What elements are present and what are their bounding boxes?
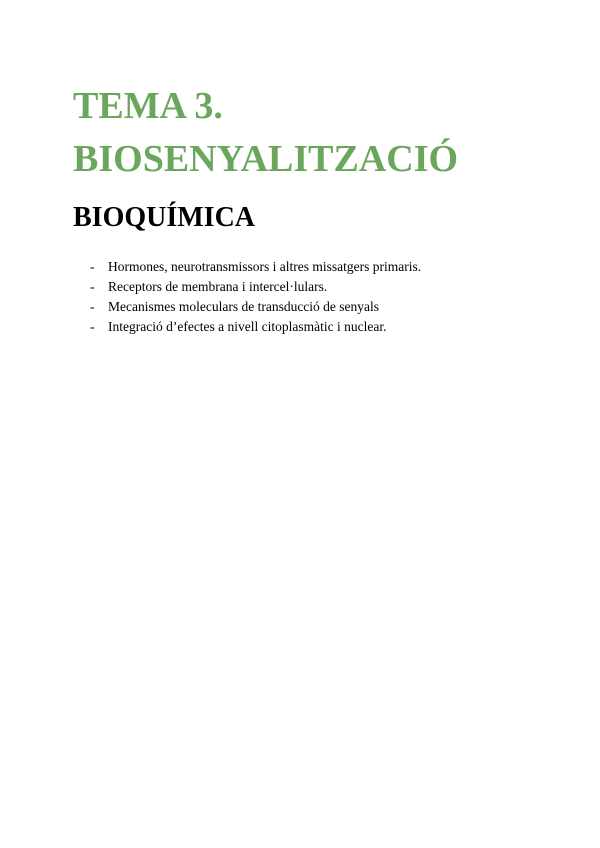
- topic-text: Hormones, neurotransmissors i altres missatgers primaris.: [108, 259, 422, 274]
- title-line-2: BIOSENYALITZACIÓ: [73, 138, 459, 180]
- bullet-dash: -: [90, 299, 95, 314]
- topic-text: Mecanismes moleculars de transducció de senyals: [108, 299, 380, 314]
- topic-text: Integració d’efectes a nivell citoplasmàtic i nuclear.: [108, 319, 387, 334]
- subject-heading: BIOQUÍMICA: [73, 202, 256, 233]
- bullet-dash: -: [90, 279, 95, 294]
- topic-text: Receptors de membrana i intercel·lulars.: [108, 279, 328, 294]
- bullet-dash: -: [90, 259, 95, 274]
- title-line-1: TEMA 3.: [73, 85, 223, 127]
- bullet-dash: -: [90, 319, 95, 334]
